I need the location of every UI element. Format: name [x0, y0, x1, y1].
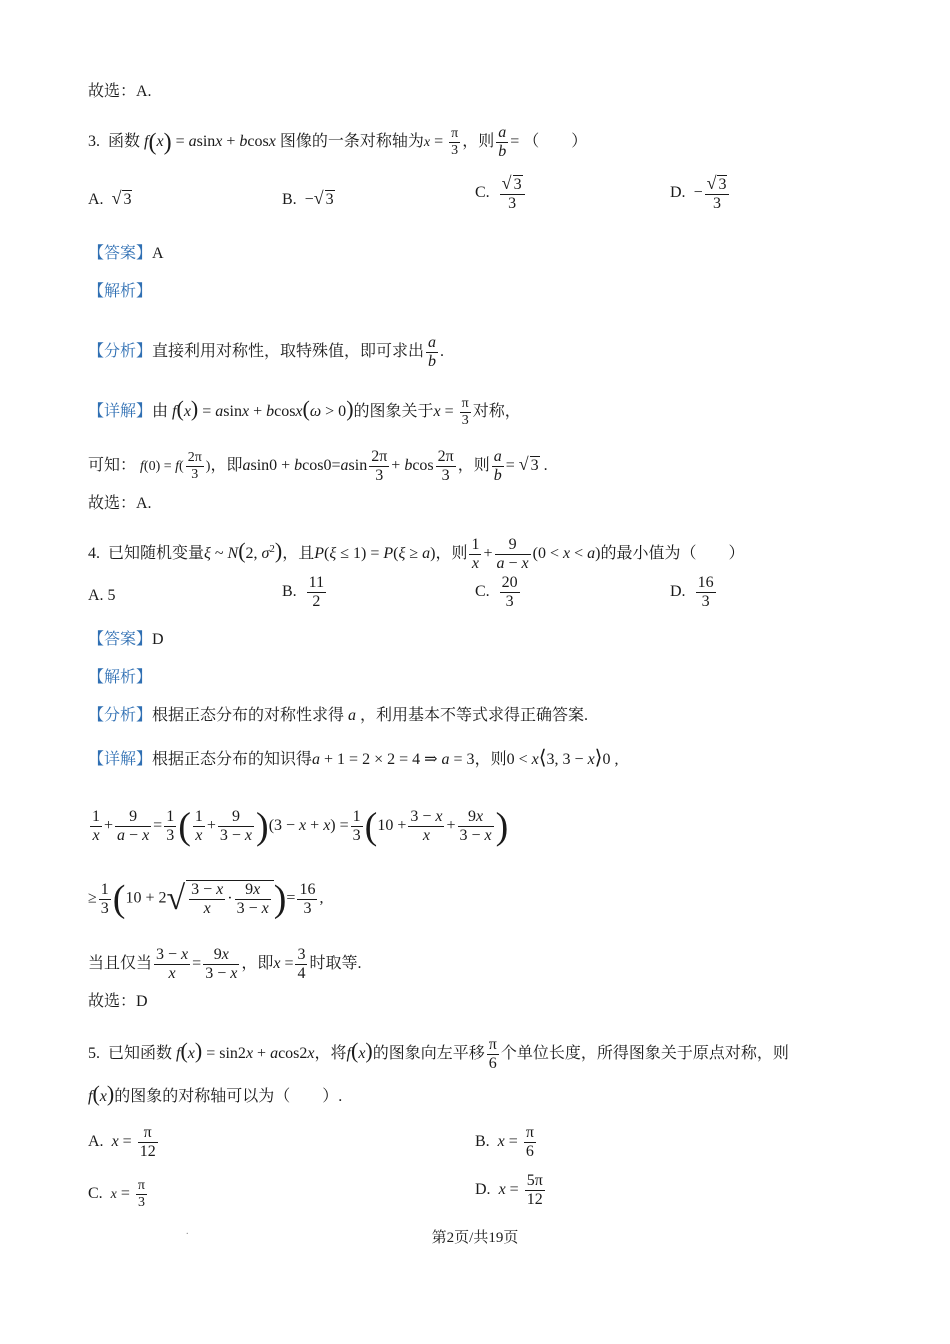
q4-choose: 故选：D [88, 993, 148, 1010]
q5-stem-2: f(x)的图象的对称轴可以为（ ）. [88, 1081, 343, 1106]
q3-answer: 【答案】A [88, 245, 164, 262]
q3-analysis-label: 【解析】 [88, 283, 153, 300]
q5-option-a: A. x = $\frac{\pi}{12}$ [88, 1124, 156, 1160]
q3-fenxi: 【分析】直接利用对称性，取特殊值，即可求出 $\frac{a}{b}$ . [88, 334, 445, 370]
q4-stem: 4. 已知随机变量ξ ~ N(2, $\sigma^2$)，且P(ξ ≤ 1) = P(ξ ≥ a)，则 $\frac{1}{x}$ + $\frac{9}{a - x}$ (0 < x < a)的最小值为（ ） [88, 536, 745, 572]
q4-dang: 当且仅当 $\frac{3 - x}{x}$ = $\frac{9x}{3 - x}$ ，即x = $\frac{3}{4}$ 时取等. [88, 946, 362, 982]
q3-choose: 故选：A. [88, 495, 152, 512]
q3-option-a: A. √ 3 [88, 188, 132, 208]
q4-option-c: C. $\frac{20}{3}$ [475, 574, 518, 610]
q3-xiangjie: 【详解】由 f(x) = asinx + bcosx(ω > 0)的图象关于x = $\frac{\pi}{3}$ 对称， [88, 396, 521, 428]
q3-kezhi: 可知： f(0) = f( $\frac{2\pi}{3}$ )，即asin0 + bcos0=asin $\frac{2\pi}{3}$ + bcos $\frac{2\pi}{3}$ ，则 $\frac{a}{b}$ = √ 3 . [88, 448, 548, 484]
q5-option-d: D. x = $\frac{5\pi}{12}$ [475, 1172, 543, 1208]
q3-stem: 3. 函数 f(x) = asinx + bcosx 图像的一条对称轴为x = $\frac{\pi}{3}$ ，则 $\frac{a}{b}$ = （ ） [88, 124, 588, 160]
q3-option-d: D. − $\frac{√ 3}{3}$ [670, 174, 731, 213]
q4-option-a: A. 5 [88, 587, 116, 604]
q5-stem: 5. 已知函数 f(x) = sin2x + acos2x，将f(x)的图象向左平移 $\frac{\pi}{6}$ 个单位长度，所得图象关于原点对称，则 [88, 1036, 789, 1072]
q4-option-b: B. $\frac{11}{2}$ [282, 574, 325, 610]
q5-option-b: B. x = $\frac{\pi}{6}$ [475, 1124, 534, 1160]
q2-choose: 故选：A. [88, 83, 152, 100]
q4-equation-1: $\frac{1}{x}$ + $\frac{9}{a - x}$ = $\frac{1}{3}$ ( $\frac{1}{x}$ + $\frac{9}{3 - x}$ )(3 − x + x) = $\frac{1}{3}$ (10 + $\frac{3 - x}{x}$ + $\frac{9x}{3 - x}$ ) [92, 805, 509, 848]
q4-xiangjie: 【详解】根据正态分布的知识得a + 1 = 2 × 2 = 4 ⇒ a = 3，则0 < x⟨3, 3 − x⟩0 , [88, 747, 619, 769]
q4-fenxi: 【分析】根据正态分布的对称性求得 a ，利用基本不等式求得正确答案. [88, 707, 589, 724]
q3-option-b: B. −√ 3 [282, 188, 334, 208]
q4-answer: 【答案】D [88, 631, 164, 648]
q4-analysis-label: 【解析】 [88, 669, 153, 686]
q5-option-c: C. x = $\frac{\pi}{3}$ [88, 1178, 145, 1210]
q3-option-c: C. $\frac{√ 3}{3}$ [475, 174, 527, 213]
q4-equation-2: ≥ $\frac{1}{3}$ (10 + 2√ $\frac{3 - x}{x}$ · $\frac{9x}{3 - x}$ )= $\frac{16}{3}$ , [88, 878, 324, 920]
decorative-dot: . [186, 1226, 189, 1237]
page-footer: 第2页/共19页 [431, 1230, 519, 1246]
q4-option-d: D. $\frac{16}{3}$ [670, 574, 714, 610]
